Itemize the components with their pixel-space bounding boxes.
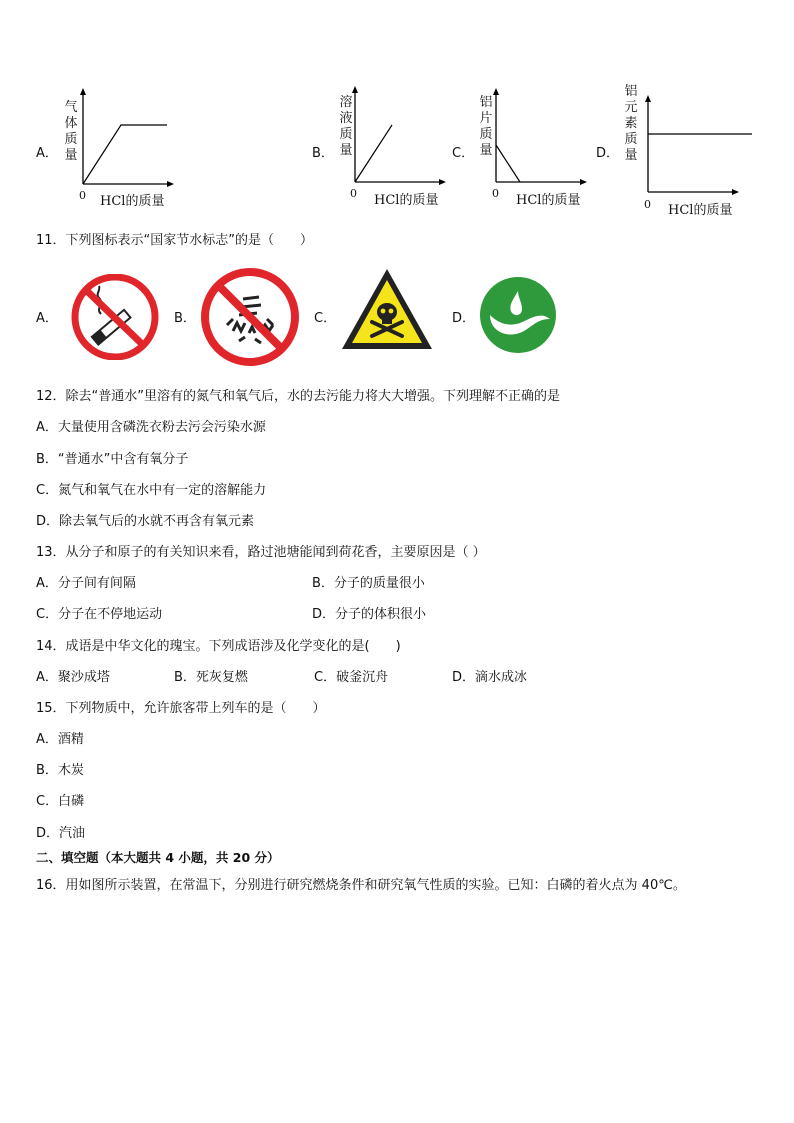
y-axis-label: 气体质量 [64,100,78,163]
origin-label: 0 [644,198,651,211]
graph-b-svg [355,88,455,188]
graph-d-svg [648,97,748,197]
q11-stem: 11．下列图标表示“国家节水标志”的是（ ） [36,233,314,248]
option-letter: C． [452,146,475,161]
x-axis-label: HCl的质量 [668,203,733,218]
q11-option-b-letter: B． [174,311,196,326]
q13-option-b: B．分子的质量很小 [312,576,425,591]
q14-stem: 14．成语是中华文化的瑰宝。下列成语涉及化学变化的是( ) [36,639,401,654]
q13-option-c: C．分子在不停地运动 [36,607,163,622]
no-smoking-icon [71,274,159,360]
y-axis-label: 溶液质量 [339,95,353,158]
q14-option-b: B．死灰复燃 [174,670,248,685]
y-axis-label: 铝元素质量 [624,84,638,163]
q14-option-d: D．滴水成冰 [452,670,528,685]
q11-option-a [71,274,159,364]
q13-stem: 13．从分子和原子的有关知识来看，路过池塘能闻到荷花香，主要原因是（ ） [36,545,486,560]
section-heading: 二、填空题（本大题共 4 小题，共 20 分） [36,850,280,865]
q14-option-a: A．聚沙成塔 [36,670,110,685]
water-saving-icon [478,275,558,355]
curve [83,125,167,184]
y-axis-arrow [645,95,651,102]
x-axis-label: HCl的质量 [100,194,165,209]
q12-option-c: C．氮气和氧气在水中有一定的溶解能力 [36,483,267,498]
graph-c-svg [496,90,596,190]
q12-option-b: B．“普通水”中含有氧分子 [36,452,189,467]
x-axis-arrow [439,179,446,185]
graph-c-plot [496,90,596,194]
y-axis-arrow [80,88,86,95]
q15-stem: 15．下列物质中，允许旅客带上列车的是（ ） [36,701,326,716]
no-fireworks-icon [199,267,301,367]
origin-label: 0 [492,187,499,200]
q12-stem: 12．除去“普通水”里溶有的氮气和氧气后，水的去污能力将大大增强。下列理解不正确的是 [36,389,561,404]
graph-a-svg [83,90,183,190]
y-axis-arrow [352,86,358,93]
y-axis-arrow [493,88,499,95]
q11-option-b [199,267,301,371]
graph-b-plot [355,88,455,192]
q13-option-a: A．分子间有间隔 [36,576,136,591]
origin-label: 0 [79,189,86,202]
q15-option-d: D．汽油 [36,826,86,841]
toxic-warning-icon [339,266,435,352]
graph-a-plot [83,90,183,194]
q11-option-c-letter: C． [314,311,337,326]
q16-stem: 16．用如图所示装置，在常温下，分别进行研究燃烧条件和研究氧气性质的实验。已知：白磷的着火点为 40℃。 [36,878,686,893]
origin-label: 0 [350,187,357,200]
q12-option-a: A．大量使用含磷洗衣粉去污会污染水源 [36,420,266,435]
x-axis-label: HCl的质量 [516,193,581,208]
x-axis-label: HCl的质量 [374,193,439,208]
q11-option-c [339,266,435,356]
q11-option-d-letter: D． [452,311,476,326]
option-letter: A． [36,146,58,161]
q15-option-c: C．白磷 [36,794,85,809]
q12-option-d: D．除去氧气后的水就不再含有氧元素 [36,514,255,529]
curve [496,145,520,182]
q11-option-a-letter: A． [36,311,58,326]
q14-option-c: C．破釜沉舟 [314,670,389,685]
option-letter: B． [312,146,334,161]
x-axis-arrow [167,181,174,187]
q11-option-d [478,275,558,359]
option-letter: D． [596,146,620,161]
q15-option-b: B．木炭 [36,763,84,778]
x-axis-arrow [732,189,739,195]
q15-option-a: A．酒精 [36,732,84,747]
y-axis-label: 铝片质量 [479,95,493,158]
graph-d-plot [648,97,748,201]
curve [355,125,392,182]
q13-option-d: D．分子的体积很小 [312,607,427,622]
x-axis-arrow [580,179,587,185]
